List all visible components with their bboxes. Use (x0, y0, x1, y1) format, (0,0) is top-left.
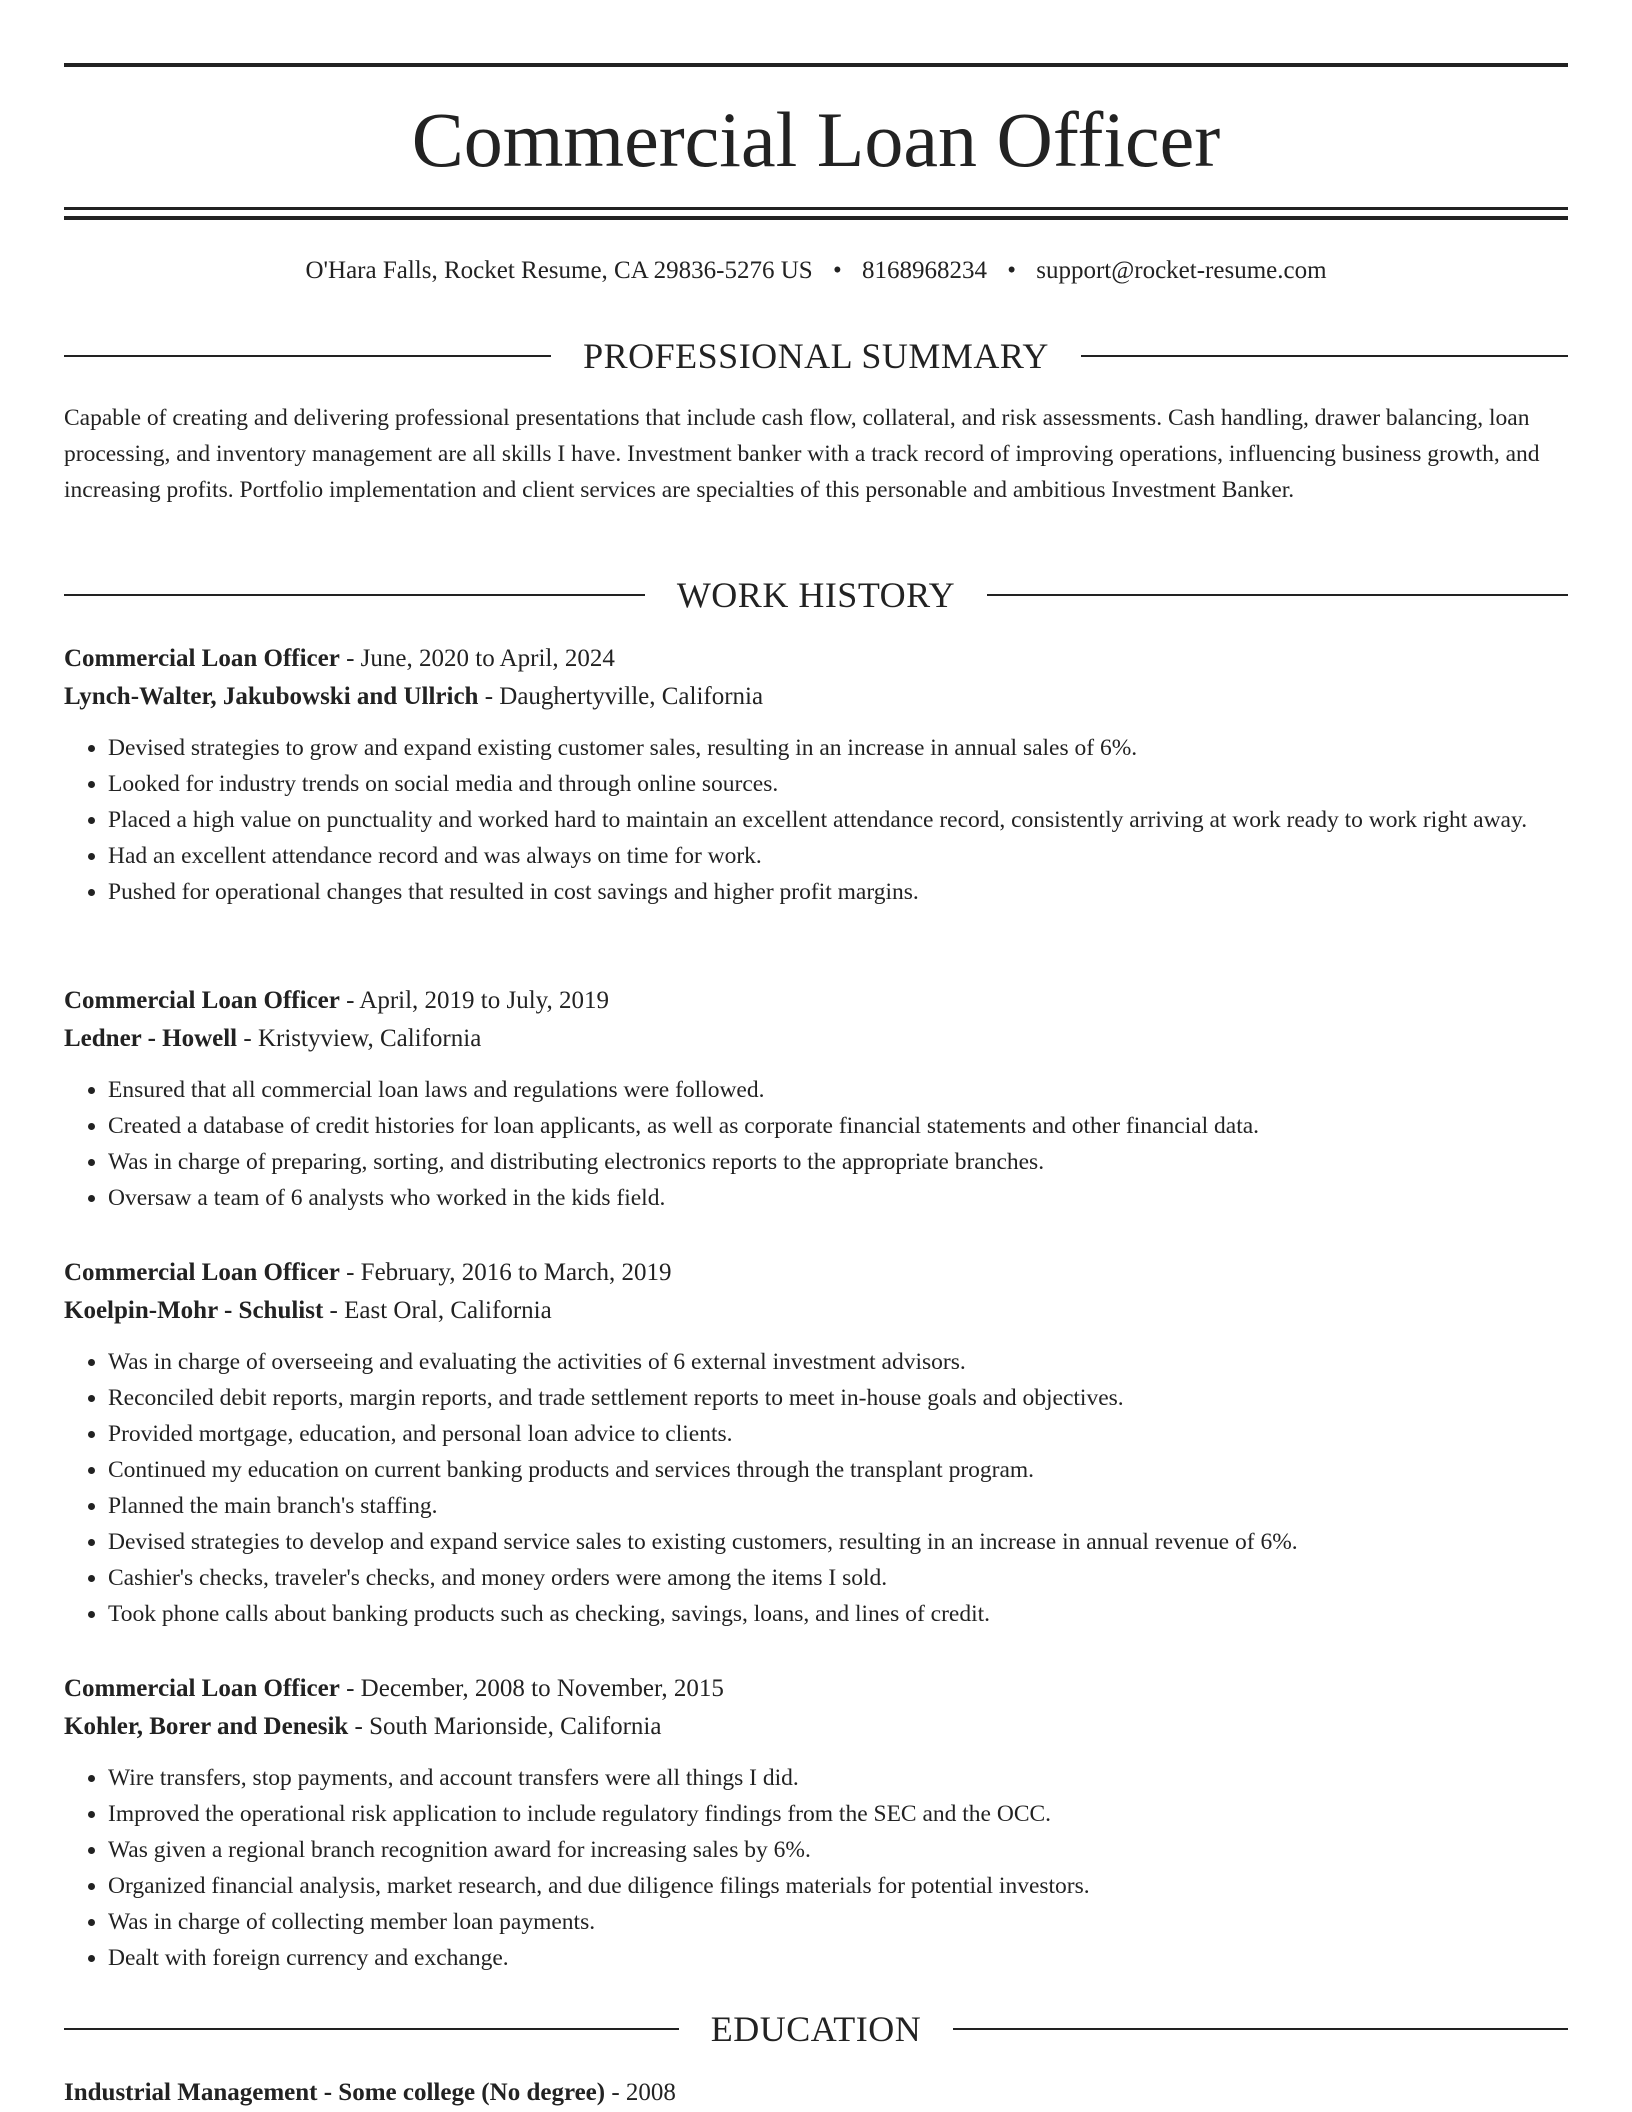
job-bullet: • Created a database of credit histories for loan applicants, as well as corporate financial statements and other financial data. (108, 1108, 1568, 1144)
education-degree: Industrial Management - Some college (No degree) (64, 2079, 606, 2106)
heading-rule-right (1081, 355, 1568, 357)
job-bullet: • Wire transfers, stop payments, and account transfers were all things I did. (108, 1760, 1568, 1796)
job-bullet: • Had an excellent attendance record and was always on time for work. (108, 838, 1568, 874)
job-dates: - June, 2020 to April, 2024 (339, 645, 615, 672)
job-bullet: • Looked for industry trends on social media and through online sources. (108, 766, 1568, 802)
job-location: - Daughertyville, California (478, 683, 764, 710)
section-heading-education (64, 2007, 1568, 2051)
job-company-line (64, 1708, 1568, 1746)
job-bullet: • Continued my education on current banking products and services through the transplant program. (108, 1452, 1568, 1488)
section-heading-label: EDUCATION (710, 2009, 922, 2049)
job-title-line (64, 640, 1568, 678)
job-bullets (64, 730, 1568, 910)
contact-address: O'Hara Falls, Rocket Resume, CA 29836-5276 US (305, 257, 813, 284)
job-bullet: • Cashier's checks, traveler's checks, and money orders were among the items I sold. (108, 1560, 1568, 1596)
job-entry (64, 1254, 1568, 1632)
job-bullet: • Was in charge of collecting member loan payments. (108, 1904, 1568, 1940)
job-title: Commercial Loan Officer (64, 645, 340, 672)
job-company-line (64, 1292, 1568, 1330)
job-dates: - December, 2008 to November, 2015 (339, 1675, 724, 1702)
job-bullets (64, 1344, 1568, 1632)
job-bullet: • Ensured that all commercial loan laws and regulations were followed. (108, 1072, 1568, 1108)
job-dates: - February, 2016 to March, 2019 (339, 1259, 672, 1286)
job-title: Commercial Loan Officer (64, 987, 340, 1014)
job-bullet: • Oversaw a team of 6 analysts who worked in the kids field. (108, 1180, 1568, 1216)
job-entry (64, 640, 1568, 910)
job-bullet: • Devised strategies to grow and expand existing customer sales, resulting in an increase in annual sales of 6%. (108, 730, 1568, 766)
heading-rule-right (987, 594, 1568, 596)
contact-separator: • (1007, 257, 1016, 284)
job-company: Kohler, Borer and Denesik (64, 1713, 349, 1740)
job-entry (64, 982, 1568, 1216)
job-bullet: • Planned the main branch's staffing. (108, 1488, 1568, 1524)
contact-separator: • (832, 257, 842, 284)
heading-rule-right (953, 2028, 1568, 2030)
job-bullets (64, 1072, 1568, 1216)
job-bullet: • Was in charge of preparing, sorting, and distributing electronics reports to the appropriate branches. (108, 1144, 1568, 1180)
job-location: - South Marionside, California (348, 1713, 662, 1740)
section-heading-label: PROFESSIONAL SUMMARY (583, 336, 1049, 376)
job-title-line (64, 1254, 1568, 1292)
contact-email: support@rocket-resume.com (1036, 257, 1327, 284)
heading-rule-left (64, 2028, 679, 2030)
job-bullet: • Pushed for operational changes that resulted in cost savings and higher profit margins. (108, 874, 1568, 910)
job-dates: - April, 2019 to July, 2019 (339, 987, 610, 1014)
job-bullets (64, 1760, 1568, 1976)
job-bullet: • Reconciled debit reports, margin reports, and trade settlement reports to meet in-house goals and objectives. (108, 1380, 1568, 1416)
job-bullet: • Was given a regional branch recognition award for increasing sales by 6%. (108, 1832, 1568, 1868)
job-title: Commercial Loan Officer (64, 1259, 340, 1286)
section-heading-summary (64, 334, 1568, 378)
heading-rule-left (64, 594, 645, 596)
job-title-line (64, 982, 1568, 1020)
job-entry (64, 1670, 1568, 1976)
job-company-line (64, 1020, 1568, 1058)
education-year: - 2008 (605, 2079, 676, 2106)
section-heading-work-history (64, 573, 1568, 617)
job-bullet: • Placed a high value on punctuality and worked hard to maintain an excellent attendance record, consistently arriving at work ready to work right away. (108, 802, 1568, 838)
title-double-rule (64, 207, 1568, 220)
contact-line (64, 255, 1568, 287)
job-bullet: • Improved the operational risk application to include regulatory findings from the SEC and the OCC. (108, 1796, 1568, 1832)
job-company-line (64, 678, 1568, 716)
job-bullet: • Devised strategies to develop and expand service sales to existing customers, resulting in an increase in annual revenue of 6%. (108, 1524, 1568, 1560)
resume-title: Commercial Loan Officer (411, 96, 1221, 183)
job-bullet: • Dealt with foreign currency and exchange. (108, 1940, 1568, 1976)
job-location: - Kristyview, California (237, 1025, 482, 1052)
heading-rule-left (64, 355, 551, 357)
job-location: - East Oral, California (323, 1297, 552, 1324)
job-company: Lynch-Walter, Jakubowski and Ullrich (64, 683, 479, 710)
job-company: Koelpin-Mohr - Schulist (64, 1297, 324, 1324)
summary-text: Capable of creating and delivering professional presentations that include cash flow, collateral, and risk assessments. Cash handling, drawer balancing, loan processing, and inventory management are all skills I have. Investment banker with a track record of improving operations, influencing business growth, and increasing profits. Portfolio implementation and client services are specialties of this personable and ambitious Investment Banker. (64, 405, 1540, 503)
education-entry (64, 2074, 1568, 2112)
section-heading-label: WORK HISTORY (676, 575, 956, 615)
job-title-line (64, 1670, 1568, 1708)
top-rule (64, 63, 1568, 67)
job-company: Ledner - Howell (64, 1025, 238, 1052)
job-bullet: • Took phone calls about banking products such as checking, savings, loans, and lines of credit. (108, 1596, 1568, 1632)
contact-phone: 8168968234 (861, 257, 987, 284)
job-bullet: • Was in charge of overseeing and evaluating the activities of 6 external investment advisors. (108, 1344, 1568, 1380)
job-bullet: • Organized financial analysis, market research, and due diligence filings materials for potential investors. (108, 1868, 1568, 1904)
job-title: Commercial Loan Officer (64, 1675, 340, 1702)
job-bullet: • Provided mortgage, education, and personal loan advice to clients. (108, 1416, 1568, 1452)
